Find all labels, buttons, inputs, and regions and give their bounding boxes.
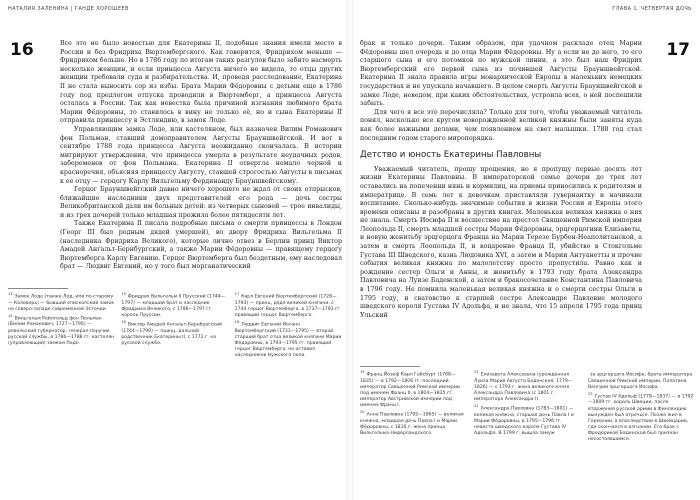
footnote-number: 15 [121, 292, 126, 296]
footnote-number: 20 [360, 410, 365, 415]
footnote-number: 18 [234, 319, 240, 324]
footnote-number: 16 [121, 319, 126, 324]
paragraph: Герцог Брауншвейгский давно ничего хорошего не ждал от своих отпрысков, ближайшие наследники двух представителей его рода — дочь сестры Великобританской дали им больных детей: из четверых сыновей — трое инвалиды, и из трех дочерей только младшая прожила более пятидесяти лет. [60, 186, 342, 219]
footnote [588, 372, 696, 391]
page-number: 16 [10, 40, 34, 60]
footnote-column [121, 294, 228, 362]
footnote-number: 21 [474, 370, 479, 374]
footnote [235, 294, 342, 319]
footnote [121, 319, 228, 347]
footnote-column [235, 294, 342, 362]
paragraph: Также Екатерина II писала подробные письма о смерти принцессы в Лондон (Георг III был родным дядей умершей), во двору Фридриха Вильгельма II (наследника Фридриха Великого), которые лично отвез в Берлин принц Виктор Амадей Ангальт-Бернбургский, а также Марии Фёдоровны — правящему герцогу Вюртемберга Карлу Евгению. Герцог Вюртемберга был бездетным, ему наследовал брат — Людвиг Евгений, но у того был морганатический [60, 220, 342, 271]
footnote-text: Виктор Амадей Ангальт-Бернбургский (1744—1790) — принц, дальний родственник Екатерины II, с 1772 г. на русской службе. [121, 322, 222, 346]
footnote-text: Фридрих Вильгельм II Прусский (1744—1797) — младший брат и наследник Фридриха Великого, с 1786—1797 гг. король Пруссии. [121, 294, 226, 318]
footnote [121, 294, 228, 319]
footnote-number: 14 [8, 313, 13, 318]
book-gutter [346, 0, 354, 500]
footnote-column [8, 294, 115, 362]
footnote [588, 391, 696, 443]
paragraph: Управляющим замка Лоде, или кастеляном, был назначен Вилим Романович фон Польман, ставший домоправителем Августы Брауншвейгской. И вот в сентябре 1788 года принцесса Августа неожиданно скончалась. В истории мигрируют утверждения, что принцесса умерла в результате неудачных родов, забеременев от фон Польмана. Екатерина II отвергла немало черной и красноречия, объясняя принцессу Августу, ставшей строгостью Августы в письмах к ее отцу — герцогу Карлу Вильгельму Фердинанду Брауншвейгскому. [60, 125, 342, 185]
running-head: НАТАЛИЯ ЗАЛЕНИНА | ГАНДЕ ХОРОШЕЕВ [8, 6, 129, 12]
footnote-text: Елизавета Алексеевна (урожденная Луиза Мария Августа Баденская; 1779—1826) — с 1793 г. жена великого князя Александра Павловича (с 1801 г. императора Александра I). [474, 372, 573, 402]
paragraph: брак и только дочери. Таким образом, при удачном раскладе отец Марии Фёдоровны шел очередь и до отца Марии Фёдоровны. Ну а если не до него, то его старшего сына и его потомков по мужской линии, а это был наш Фридрих Вюртембергский его первой сына из почившей Августы Брауншвейгской. Екатерина II знала правила игры монархической Европы в маленьких немецких государствах и не упускала начавшего. В целом смерть Августы Брауншвейгской в замке Лоде, неведом, при каких обстоятельствах, устроила всех, о ней поспешили забыть. [360, 40, 642, 108]
left-page [0, 0, 346, 500]
footnote-text: Вильгельм Рейнгольд фон Польман (Вилим Романович; 1727—1795) — ревельский губернатор, генерал-поручик русской службы, в 1786—1788 гг. кастелян (управляющий) замком Лоде. [8, 316, 115, 346]
footnotes [8, 294, 342, 362]
footnote-text: Карл Евгений Вюртембергский (1728—1793) — принц, дядя великой княгини, с 1744 герцог Вюртемберга, в 1737—1793 гг. правящий герцог Вюртемберга. [234, 294, 342, 318]
footnote [474, 372, 582, 403]
footnote [360, 372, 468, 409]
footnote [360, 412, 468, 437]
footnote-text: Людвиг Евгений Иоганн Вюртембергский (1731—1795) — второй старший брат отца великой княгини Марии Фёдоровны, в 1793—1795 гг. правящий герцог Вюртемберга, не оставил наследников мужского пола. [234, 322, 342, 358]
footnote-text: Густав IV Адольф (1778—1837) — в 1792—1809 гг. король Швеции, после вторжения русской армии в Финляндию вынужден был отречься. Позже жил в Германии, а впоследствии в Швейцарии, где скончался в изгнании. Его брак с Фредерикой Баденской был признан несостоявшимся. [588, 394, 694, 442]
footnote [234, 319, 342, 359]
footnote-text: Александра Павловна (1783—1801) — великая княжна, старшая дочь Павла I и Марии Фёдоровны, в 1795—1796 гг. невеста шведского короля Густава IV Адольфа. В 1799 г. вышла замуж [474, 406, 574, 436]
right-page [354, 0, 700, 500]
footnote [8, 313, 115, 347]
footnote-number: 22 [474, 404, 479, 408]
footnotes [360, 372, 696, 446]
footnote-number: 19 [360, 370, 365, 374]
footnote-text: за эрцгерцога Иосифа, брата императора Священной Римской империи, Палатина Венгрии эрцгерцога Иосифа. [588, 372, 693, 390]
footnote-number: 13 [8, 292, 13, 296]
footnote-text: Франц Йозеф Карл Габсбург (1768—1835) — в 1792—1806 гг. последний император Священной Римской империи под именем Франц II, в 1804—1835 гг. император Австрийской империи под именем Франц I. [360, 372, 460, 408]
main-text [60, 40, 342, 272]
section-heading: Детство и юность Екатерины Павловны [360, 150, 542, 161]
paragraph: Все это не было новостью для Екатерины II, подобные знания имели место в России и без Фридриха Вюртембергского. Как говорится, Фридрихом меньше — Фридрихом больше. Но в 1786 году по итогам таких разгулов было забито насмерть несколько женщин, и если принцесса Августа ничего не видела, то отцы других женщин требовали суда и разбирательства. И, проведя расследование, Екатерина II не стала выносить сор из избы. Брата Марии Фёдоровны с детьми еще в 1786 году под предлогом отпуска проводили в Вюртемберг, а принцесса Августа осталась в России. Так как невестка была причиной изгнания любимого брата Марии Фёдоровны, то ставилось в вину не только её, но и сына Екатерины II отправила принцессу в Эстляндию, в замок Лоде. [60, 40, 342, 125]
running-head: ГЛАВА 1. ЧЕТВЕРТАЯ ДОЧЬ [612, 6, 692, 12]
footnote [8, 294, 115, 313]
footnote-number: 23 [588, 391, 593, 396]
paragraph: Для чего я все это перечисляла? Только для того, чтобы уважаемый читатель понял, насколько все кругом новорожденной великой княжны были заняты куда как более важными делами, чем появлением на свет малышки. 1788 год стал последним годом старого миропорядка. [360, 108, 642, 142]
footnote-text: Анна Павловна (1795—1865) — великая княжна, младшая дочь Павла I и Марии Фёдоровны, с 1816 г. жена принца Вильгельма Нидерландского. [360, 412, 464, 436]
footnote [474, 406, 582, 437]
main-text [360, 40, 642, 320]
footnote-column [474, 372, 582, 446]
footnote-column [588, 372, 696, 446]
paragraph: Уважаемый читатель, прошу прощения, но я пропущу первые десять лет жизни Екатерины Павловны. В императорской семье дочери до трех лет оставались на попечении нянь и кормилиц, на приемы приносились к родителям и императрице. В семь лет к девочкам приставляли гувернантку и начинали воспитание. Сколько-нибудь значимые события в жизни России и Европы этого времени описаны и разобраны в других книгах. Маленькая великая княжна о них не знала. Смерть Иосифа II и восшествие на престол Священной Римской империи Леопольда II, смерть младшей сестры Марии Фёдоровны, эрцгерцогини Елизаветы, и новую женитьбу эрцгерцога Франца на Марии Терезе Бурбон-Неаполитанской, а затем и смерть Леопольда II, и воцарение Франца II, убийство в Стокгольме Густава III Шведского, казнь Людовика XVI, а затем и Марии Антуанетты и прочие события великая княжна по малолетству просто пропустила. Равно как и рождение сестер Ольги и Анны, и женитьбу в 1793 году брата Александра Павловича на Луизе Баденской, а затем и бракосочетание Константина Павловича в 1796 году. Не помнила маленькая великая княжна и о смерти сестры Ольги в 1795 году, и сватовство к старшей сестре Александре Павловне молодого шведского короля Густава IV Адольфа, и не знала, что 15 апреля 1795 года принц Ульский [360, 165, 642, 319]
footnote-number: 17 [234, 292, 240, 296]
footnote-rule [360, 366, 420, 367]
page-number: 17 [666, 40, 690, 60]
footnote-rule [8, 288, 68, 289]
footnote-text: Замок Лоде (также Лод, или по-старому — Коловерь) — бывший епископский замок на северо-западе современной Эстонии. [8, 294, 115, 312]
footnote-column [360, 372, 468, 446]
